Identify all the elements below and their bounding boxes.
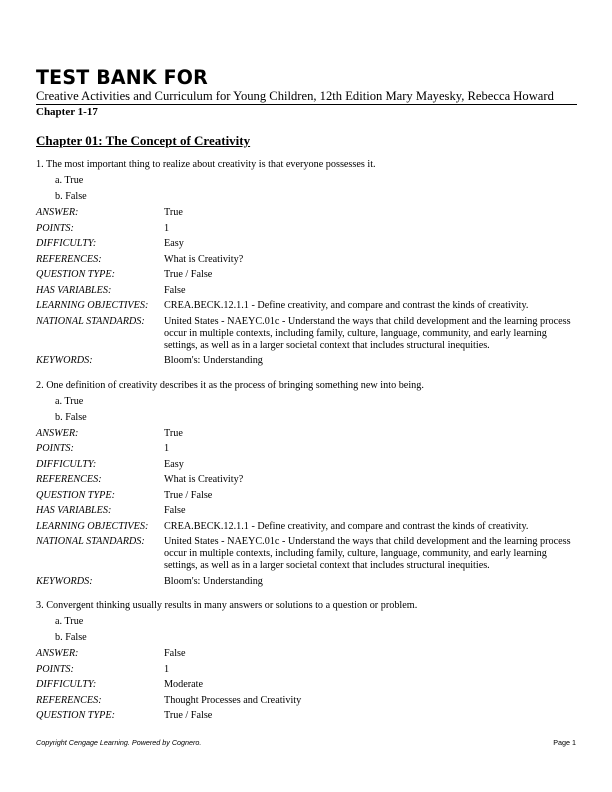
metadata-label: LEARNING OBJECTIVES:: [36, 300, 149, 311]
metadata-row: [36, 488, 577, 504]
metadata-label: ANSWER:: [36, 648, 79, 659]
metadata-value: Thought Processes and Creativity: [164, 694, 302, 706]
metadata-row: [36, 353, 577, 369]
question-stem: 3. Convergent thinking usually results in many answers or solutions to a question or problem.: [36, 600, 418, 611]
metadata-row: [36, 441, 577, 457]
footer-page-number: Page 1: [553, 738, 576, 747]
answer-option: b. False: [55, 632, 87, 643]
answer-option: a. True: [55, 175, 84, 186]
answer-option: b. False: [55, 411, 87, 423]
document-page: [36, 0, 576, 792]
metadata-value: Bloom's: Understanding: [164, 575, 263, 587]
metadata-label: POINTS:: [36, 443, 74, 454]
metadata-label: HAS VARIABLES:: [36, 505, 112, 516]
question-list: [36, 157, 577, 733]
metadata-label: ANSWER:: [36, 427, 79, 439]
metadata-value: 1: [164, 222, 170, 234]
question-block: [36, 598, 577, 724]
metadata-row: [36, 267, 577, 283]
metadata-label: ANSWER:: [36, 207, 79, 218]
metadata-row: [36, 205, 577, 221]
metadata-label: DIFFICULTY:: [36, 458, 97, 470]
metadata-label: QUESTION TYPE:: [36, 489, 115, 501]
metadata-row: [36, 426, 577, 442]
chapter-heading: Chapter 01: The Concept of Creativity: [36, 133, 251, 148]
metadata-row: [36, 677, 577, 693]
metadata-value: 1: [164, 663, 170, 675]
metadata-value: Moderate: [164, 679, 204, 690]
metadata-value: False: [164, 648, 186, 659]
metadata-row: [36, 519, 577, 535]
metadata-label: QUESTION TYPE:: [36, 710, 115, 721]
metadata-label: POINTS:: [36, 663, 74, 675]
metadata-label: DIFFICULTY:: [36, 238, 97, 249]
metadata-row: [36, 314, 577, 354]
metadata-value: True / False: [164, 710, 213, 721]
answer-option: b. False: [55, 191, 87, 202]
metadata-label: KEYWORDS:: [36, 575, 93, 587]
answer-option: a. True: [55, 395, 84, 407]
metadata-row: [36, 472, 577, 488]
metadata-row: [36, 221, 577, 237]
metadata-label: LEARNING OBJECTIVES:: [36, 520, 149, 532]
metadata-value: True: [164, 427, 183, 439]
metadata-row: [36, 457, 577, 473]
metadata-value: United States - NAEYC.01c - Understand the ways that child development and the learning process occur in multiple contexts, including family, culture, language, community, and early learning settings, as well as in a larger societal context that includes structural inequities.: [164, 315, 571, 351]
metadata-label: HAS VARIABLES:: [36, 284, 112, 296]
metadata-value: 1: [164, 443, 170, 454]
metadata-value: What is Creativity?: [164, 474, 244, 485]
metadata-label: QUESTION TYPE:: [36, 269, 115, 280]
metadata-label: KEYWORDS:: [36, 355, 93, 366]
metadata-row: [36, 534, 577, 574]
metadata-label: REFERENCES:: [36, 474, 102, 485]
metadata-label: DIFFICULTY:: [36, 679, 97, 690]
question-stem: 2. One definition of creativity describes it as the process of bringing something new into being.: [36, 379, 424, 391]
metadata-row: [36, 574, 577, 590]
metadata-row: [36, 503, 577, 519]
metadata-label: POINTS:: [36, 222, 74, 234]
metadata-value: What is Creativity?: [164, 253, 244, 265]
question-stem: 1. The most important thing to realize about creativity is that everyone possesses it.: [36, 159, 376, 170]
book-subtitle: Creative Activities and Curriculum for Young Children, 12th Edition Mary Mayesky, Rebecca Howard: [36, 89, 554, 103]
metadata-value: CREA.BECK.12.1.1 - Define creativity, and compare and contrast the kinds of creativity.: [164, 300, 529, 311]
metadata-value: Bloom's: Understanding: [164, 355, 263, 366]
metadata-row: [36, 236, 577, 252]
metadata-label: NATIONAL STANDARDS:: [36, 315, 145, 327]
metadata-row: [36, 283, 577, 299]
metadata-value: False: [164, 505, 186, 516]
metadata-value: Easy: [164, 458, 184, 470]
metadata-row: [36, 708, 577, 724]
metadata-value: True: [164, 207, 183, 218]
metadata-value: Easy: [164, 238, 184, 249]
answer-option: a. True: [55, 616, 84, 627]
metadata-row: [36, 252, 577, 268]
metadata-value: False: [164, 284, 186, 296]
chapter-range: Chapter 1-17: [36, 106, 98, 118]
metadata-row: [36, 298, 577, 314]
metadata-row: [36, 693, 577, 709]
test-bank-banner: TEST BANK FOR: [36, 66, 208, 90]
metadata-value: United States - NAEYC.01c - Understand the ways that child development and the learning process occur in multiple contexts, including family, culture, language, community, and early learning settings, as well as in a larger societal context that includes structural inequities.: [164, 536, 571, 571]
metadata-value: CREA.BECK.12.1.1 - Define creativity, and compare and contrast the kinds of creativity.: [164, 520, 529, 532]
footer-copyright: Copyright Cengage Learning. Powered by Cognero.: [36, 738, 202, 747]
header-divider: [36, 104, 577, 105]
question-block: [36, 157, 577, 369]
metadata-row: [36, 662, 577, 678]
metadata-label: REFERENCES:: [36, 253, 102, 265]
metadata-value: True / False: [164, 489, 213, 501]
metadata-label: REFERENCES:: [36, 694, 102, 706]
metadata-row: [36, 646, 577, 662]
question-block: [36, 378, 577, 590]
metadata-label: NATIONAL STANDARDS:: [36, 536, 145, 547]
metadata-value: True / False: [164, 269, 213, 280]
